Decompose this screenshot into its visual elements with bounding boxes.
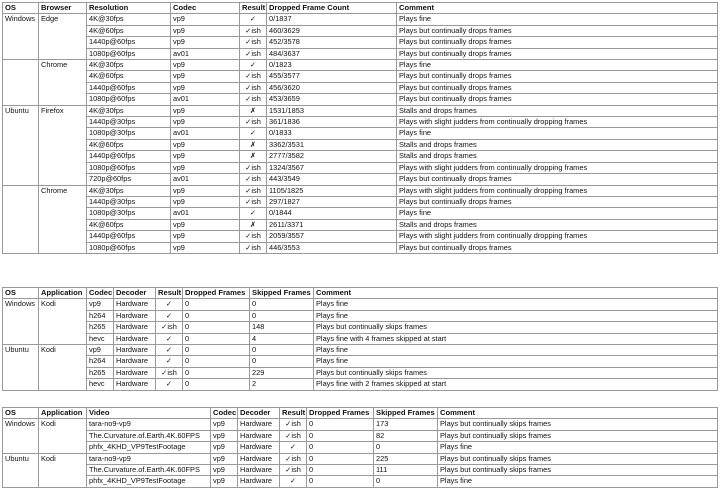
comment-cell: Plays fine [314,299,718,310]
dropped-frames-cell: 0 [307,465,374,476]
header-codec: Codec [171,3,240,14]
resolution-cell: 4K@60fps [87,25,171,36]
table-row [3,299,718,310]
skipped-frames-cell: 0 [250,310,314,321]
table-row [3,231,718,242]
resolution-cell: 4K@60fps [87,71,171,82]
comment-cell: Plays fine with 4 frames skipped at start [314,333,718,344]
dropped-frames-cell: 0 [307,430,374,441]
dropped-frames-cell: 0 [307,453,374,464]
comment-cell: Stalls and drops frames [397,105,718,116]
result-cell: ✓ [240,60,267,71]
table-row [3,419,718,430]
decoder-cell: Hardware [238,430,280,441]
codec-cell: vp9 [171,37,240,48]
dropped-frame-count-cell: 0/1837 [267,14,397,25]
result-cell: ✓ish [240,196,267,207]
header-video: Video [87,408,211,419]
dropped-frame-count-cell: 456/3620 [267,82,397,93]
table-row [3,174,718,185]
result-cell: ✗ [240,139,267,150]
dropped-frame-count-cell: 0/1833 [267,128,397,139]
decoder-cell: Hardware [114,310,156,321]
comment-cell: Plays but continually skips frames [438,419,718,430]
table-row [3,208,718,219]
codec-cell: hevc [87,379,114,390]
dropped-frames-cell: 0 [183,345,250,356]
os-cell [3,185,39,253]
header-decoder: Decoder [114,288,156,299]
comment-cell: Plays fine [397,128,718,139]
os-cell: Windows [3,419,39,453]
result-cell: ✓ish [240,25,267,36]
header-skipped-frames: Skipped Frames [250,288,314,299]
comment-cell: Plays but continually drops frames [397,242,718,253]
comment-cell: Plays fine [314,310,718,321]
video-cell: phfx_4KHD_VP9TestFootage [87,476,211,487]
decoder-cell: Hardware [238,442,280,453]
codec-cell: vp9 [171,219,240,230]
result-cell: ✓ish [156,322,183,333]
resolution-cell: 1080p@60fps [87,48,171,59]
codec-cell: vp9 [171,14,240,25]
comment-cell: Plays fine [314,345,718,356]
application-codec-table [2,287,718,391]
result-cell: ✓ish [240,174,267,185]
comment-cell: Plays fine [397,60,718,71]
table-row [3,333,718,344]
skipped-frames-cell: 82 [374,430,438,441]
browser-cell: Chrome [39,60,87,106]
resolution-cell: 1080p@30fps [87,128,171,139]
codec-cell: vp9 [211,453,238,464]
result-cell: ✓ish [280,465,307,476]
decoder-cell: Hardware [238,453,280,464]
header-comment: Comment [314,288,718,299]
result-cell: ✓ish [240,94,267,105]
codec-cell: vp9 [171,162,240,173]
header-browser: Browser [39,3,87,14]
resolution-cell: 4K@30fps [87,105,171,116]
browser-cell: Firefox [39,105,87,185]
table-row [3,37,718,48]
header-skipped-frames: Skipped Frames [374,408,438,419]
comment-cell: Plays but continually skips frames [314,367,718,378]
skipped-frames-cell: 4 [250,333,314,344]
table-row [3,465,718,476]
table-row [3,162,718,173]
comment-cell: Plays but continually drops frames [397,71,718,82]
header-dropped-frame-count: Dropped Frame Count [267,3,397,14]
video-cell: The.Curvature.of.Earth.4K.60FPS [87,430,211,441]
application-cell: Kodi [39,419,87,453]
result-cell: ✓ [240,208,267,219]
dropped-frame-count-cell: 484/3637 [267,48,397,59]
os-cell: Ubuntu [3,105,39,185]
table-row [3,219,718,230]
result-cell: ✓ish [240,37,267,48]
skipped-frames-cell: 173 [374,419,438,430]
header-dropped-frames: Dropped Frames [307,408,374,419]
resolution-cell: 1080p@60fps [87,242,171,253]
codec-cell: av01 [171,128,240,139]
comment-cell: Plays but continually drops frames [397,196,718,207]
dropped-frame-count-cell: 443/3549 [267,174,397,185]
result-cell: ✓ish [240,117,267,128]
video-cell: The.Curvature.of.Earth.4K.60FPS [87,465,211,476]
comment-cell: Plays but continually drops frames [397,174,718,185]
codec-cell: vp9 [171,196,240,207]
result-cell: ✗ [240,151,267,162]
codec-cell: vp9 [87,345,114,356]
comment-cell: Plays fine [438,476,718,487]
comment-cell: Plays but continually drops frames [397,25,718,36]
dropped-frame-count-cell: 2059/3557 [267,231,397,242]
table-row [3,151,718,162]
resolution-cell: 1080p@30fps [87,208,171,219]
application-video-table [2,407,718,488]
codec-cell: vp9 [87,299,114,310]
skipped-frames-cell: 0 [250,345,314,356]
dropped-frames-cell: 0 [183,333,250,344]
table-row [3,71,718,82]
comment-cell: Plays but continually drops frames [397,94,718,105]
codec-cell: hevc [87,333,114,344]
codec-cell: h264 [87,356,114,367]
result-cell: ✓ [156,333,183,344]
comment-cell: Plays but continually skips frames [438,430,718,441]
dropped-frame-count-cell: 453/3659 [267,94,397,105]
skipped-frames-cell: 0 [374,442,438,453]
dropped-frame-count-cell: 455/3577 [267,71,397,82]
comment-cell: Plays but continually skips frames [438,465,718,476]
dropped-frame-count-cell: 3362/3531 [267,139,397,150]
browser-cell: Edge [39,14,87,60]
comment-cell: Plays fine [397,14,718,25]
header-codec: Codec [211,408,238,419]
table-row [3,310,718,321]
comment-cell: Stalls and drops frames [397,219,718,230]
skipped-frames-cell: 2 [250,379,314,390]
dropped-frame-count-cell: 361/1836 [267,117,397,128]
video-cell: tara-no9-vp9 [87,453,211,464]
codec-cell: vp9 [211,419,238,430]
table-row [3,442,718,453]
dropped-frames-cell: 0 [183,310,250,321]
comment-cell: Plays with slight judders from continually dropping frames [397,185,718,196]
resolution-cell: 4K@30fps [87,14,171,25]
result-cell: ✓ [240,14,267,25]
table-row [3,476,718,487]
dropped-frame-count-cell: 1531/1853 [267,105,397,116]
dropped-frames-cell: 0 [183,322,250,333]
dropped-frames-cell: 0 [183,379,250,390]
codec-cell: av01 [171,94,240,105]
dropped-frames-cell: 0 [307,442,374,453]
result-cell: ✓ [156,310,183,321]
codec-cell: av01 [171,174,240,185]
codec-cell: vp9 [211,430,238,441]
decoder-cell: Hardware [114,379,156,390]
result-cell: ✓ish [240,185,267,196]
skipped-frames-cell: 111 [374,465,438,476]
resolution-cell: 4K@60fps [87,139,171,150]
skipped-frames-cell: 0 [250,356,314,367]
resolution-cell: 1080p@60fps [87,162,171,173]
comment-cell: Plays fine [314,356,718,367]
os-cell: Windows [3,14,39,60]
resolution-cell: 1080p@60fps [87,94,171,105]
dropped-frames-cell: 0 [307,476,374,487]
dropped-frame-count-cell: 0/1823 [267,60,397,71]
codec-cell: vp9 [171,151,240,162]
dropped-frames-cell: 0 [183,367,250,378]
table-row [3,345,718,356]
video-cell: phfx_4KHD_VP9TestFootage [87,442,211,453]
codec-cell: av01 [171,208,240,219]
table-row [3,105,718,116]
decoder-cell: Hardware [238,419,280,430]
skipped-frames-cell: 148 [250,322,314,333]
codec-cell: vp9 [211,442,238,453]
skipped-frames-cell: 225 [374,453,438,464]
os-cell: Ubuntu [3,345,39,391]
resolution-cell: 1440p@30fps [87,196,171,207]
application-cell: Kodi [39,345,87,391]
header-row [3,288,718,299]
codec-cell: vp9 [171,231,240,242]
dropped-frames-cell: 0 [183,299,250,310]
resolution-cell: 1440p@60fps [87,231,171,242]
header-resolution: Resolution [87,3,171,14]
table-row [3,430,718,441]
table-row [3,453,718,464]
comment-cell: Plays but continually drops frames [397,37,718,48]
codec-cell: vp9 [171,185,240,196]
decoder-cell: Hardware [114,299,156,310]
result-cell: ✓ish [240,162,267,173]
result-cell: ✓ish [240,242,267,253]
os-cell [3,60,39,106]
dropped-frame-count-cell: 446/3553 [267,242,397,253]
result-cell: ✓ish [240,231,267,242]
comment-cell: Stalls and drops frames [397,139,718,150]
decoder-cell: Hardware [114,333,156,344]
skipped-frames-cell: 0 [374,476,438,487]
decoder-cell: Hardware [114,367,156,378]
result-cell: ✗ [240,219,267,230]
header-result: Result [156,288,183,299]
result-cell: ✓ [156,299,183,310]
codec-cell: vp9 [211,476,238,487]
table-row [3,196,718,207]
result-cell: ✓ [280,476,307,487]
decoder-cell: Hardware [114,322,156,333]
codec-cell: h265 [87,367,114,378]
table-row [3,322,718,333]
codec-cell: vp9 [171,25,240,36]
header-row [3,408,718,419]
codec-cell: vp9 [171,71,240,82]
comment-cell: Plays but continually skips frames [438,453,718,464]
result-cell: ✓ish [240,82,267,93]
header-comment: Comment [397,3,718,14]
header-os: OS [3,3,39,14]
resolution-cell: 1440p@60fps [87,151,171,162]
os-cell: Ubuntu [3,453,39,487]
dropped-frame-count-cell: 452/3578 [267,37,397,48]
resolution-cell: 1440p@60fps [87,37,171,48]
result-cell: ✓ [280,442,307,453]
comment-cell: Plays fine with 2 frames skipped at start [314,379,718,390]
comment-cell: Plays but continually skips frames [314,322,718,333]
comment-cell: Plays with slight judders from continually dropping frames [397,162,718,173]
dropped-frame-count-cell: 460/3629 [267,25,397,36]
result-cell: ✓ish [240,71,267,82]
decoder-cell: Hardware [114,345,156,356]
result-cell: ✓ [240,128,267,139]
codec-cell: h265 [87,322,114,333]
header-os: OS [3,288,39,299]
result-cell: ✗ [240,105,267,116]
table-row [3,117,718,128]
table-row [3,242,718,253]
header-application: Application [39,408,87,419]
codec-cell: vp9 [171,139,240,150]
codec-cell: vp9 [211,465,238,476]
dropped-frame-count-cell: 1324/3567 [267,162,397,173]
comment-cell: Plays but continually drops frames [397,48,718,59]
header-dropped-frames: Dropped Frames [183,288,250,299]
result-cell: ✓ish [280,430,307,441]
header-codec: Codec [87,288,114,299]
application-cell: Kodi [39,453,87,487]
dropped-frame-count-cell: 0/1844 [267,208,397,219]
result-cell: ✓ish [280,419,307,430]
decoder-cell: Hardware [114,356,156,367]
comment-cell: Plays but continually drops frames [397,82,718,93]
comment-cell: Stalls and drops frames [397,151,718,162]
header-comment: Comment [438,408,718,419]
table-row [3,60,718,71]
dropped-frames-cell: 0 [307,419,374,430]
skipped-frames-cell: 229 [250,367,314,378]
table-row [3,25,718,36]
table-row [3,82,718,93]
table-row [3,128,718,139]
skipped-frames-cell: 0 [250,299,314,310]
decoder-cell: Hardware [238,476,280,487]
video-cell: tara-no9-vp9 [87,419,211,430]
codec-cell: vp9 [171,117,240,128]
result-cell: ✓ [156,345,183,356]
browser-playback-table [2,2,718,254]
header-result: Result [240,3,267,14]
table-row [3,14,718,25]
resolution-cell: 720p@60fps [87,174,171,185]
comment-cell: Plays fine [438,442,718,453]
table-row [3,367,718,378]
result-cell: ✓ish [156,367,183,378]
codec-cell: vp9 [171,105,240,116]
codec-cell: av01 [171,48,240,59]
dropped-frames-cell: 0 [183,356,250,367]
codec-cell: h264 [87,310,114,321]
result-cell: ✓ [156,379,183,390]
table-row [3,94,718,105]
header-result: Result [280,408,307,419]
dropped-frame-count-cell: 1105/1825 [267,185,397,196]
result-cell: ✓ish [240,48,267,59]
codec-cell: vp9 [171,60,240,71]
table-row [3,139,718,150]
resolution-cell: 4K@30fps [87,60,171,71]
application-cell: Kodi [39,299,87,345]
table-row [3,356,718,367]
result-cell: ✓ish [280,453,307,464]
header-decoder: Decoder [238,408,280,419]
dropped-frame-count-cell: 297/1827 [267,196,397,207]
resolution-cell: 4K@30fps [87,185,171,196]
header-application: Application [39,288,87,299]
dropped-frame-count-cell: 2611/3371 [267,219,397,230]
result-cell: ✓ [156,356,183,367]
comment-cell: Plays with slight judders from continually dropping frames [397,231,718,242]
browser-cell: Chrome [39,185,87,253]
decoder-cell: Hardware [238,465,280,476]
resolution-cell: 1440p@30fps [87,117,171,128]
comment-cell: Plays fine [397,208,718,219]
resolution-cell: 4K@60fps [87,219,171,230]
header-os: OS [3,408,39,419]
codec-cell: vp9 [171,82,240,93]
table-row [3,379,718,390]
resolution-cell: 1440p@60fps [87,82,171,93]
comment-cell: Plays with slight judders from continually dropping frames [397,117,718,128]
header-row [3,3,718,14]
codec-cell: vp9 [171,242,240,253]
os-cell: Windows [3,299,39,345]
dropped-frame-count-cell: 2777/3582 [267,151,397,162]
table-row [3,185,718,196]
table-row [3,48,718,59]
